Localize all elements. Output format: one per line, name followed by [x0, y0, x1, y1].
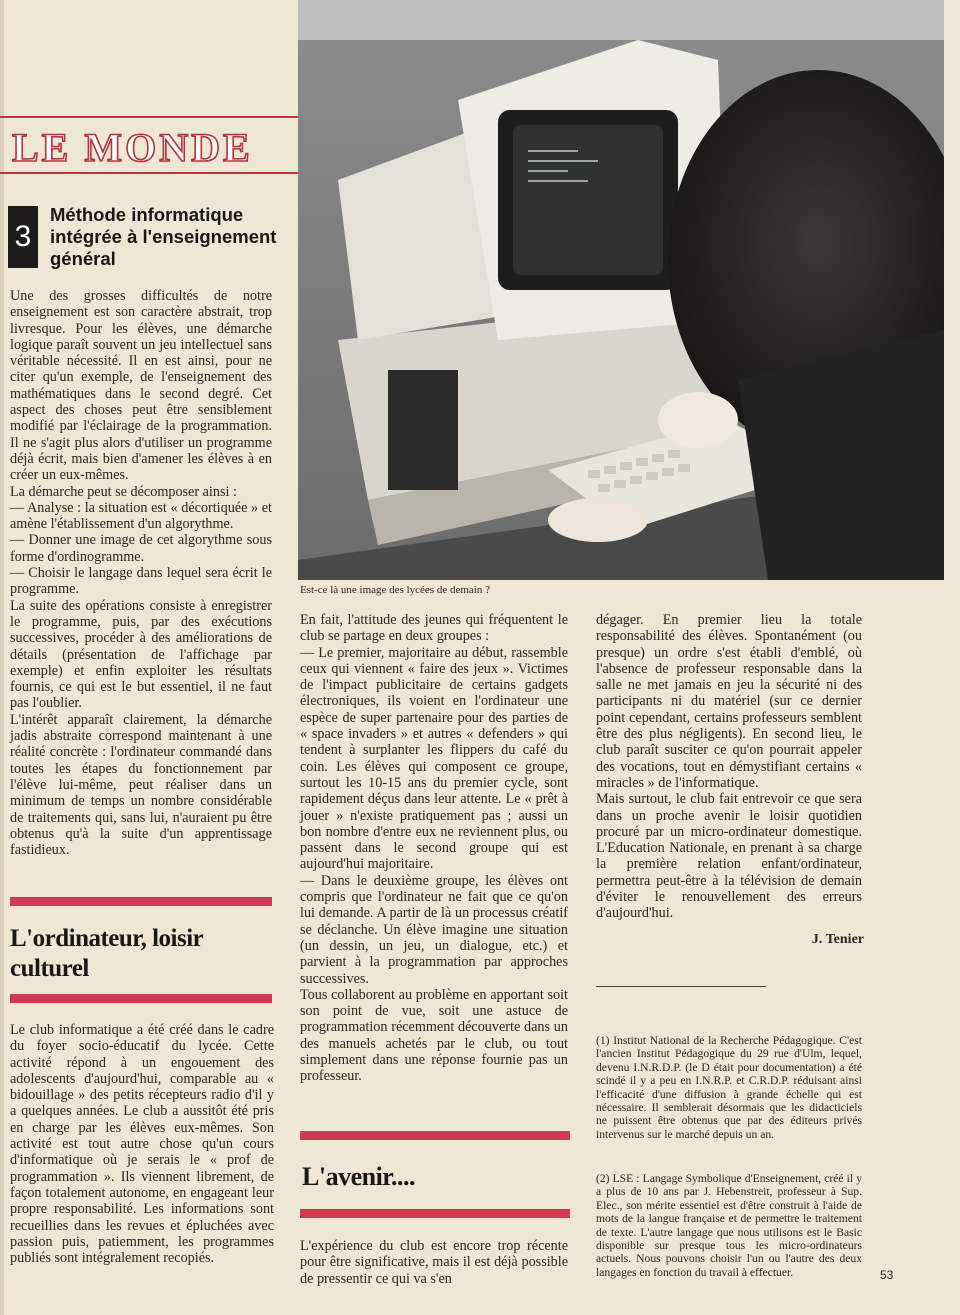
- photo-illustration: [298, 0, 944, 580]
- subheading-ordinateur: L'ordinateur, loisir culturel: [10, 925, 203, 982]
- article-column-3: [596, 612, 862, 922]
- paragraph: Tous collaborent au problème en apportant soit son point de vue, soit une astuce de programmation récemment découverte dans un des manuels achetés par le club, ou tout simplement dans une réponse fournie pas un professeur.: [300, 986, 568, 1085]
- paragraph: — Donner une image de cet algorythme sous forme d'ordinogramme.: [10, 532, 272, 565]
- subheading-avenir: L'avenir....: [302, 1162, 415, 1191]
- footnote-1: [596, 1034, 862, 1141]
- page-binding-edge: [0, 0, 4, 1315]
- paragraph: dégager. En premier lieu la totale responsabilité des élèves. Spontanément (ou presque) un ordre s'est établi d'emblé, où l'absence de professeur responsable dans la salle ne met jamais en jeu la sécurité ni des participants ni du matériel (sur ce dernier point cependant, certains professeurs semblent être des plus négligents). En second lieu, le club paraît susciter ce qu'on pourrait appeler des vocations, tout en démystifiant certains « miracles » de l'informatique.: [596, 612, 862, 791]
- heading-rule-top: [10, 897, 272, 906]
- paragraph: Une des grosses difficultés de notre enseignement est son caractère abstrait, trop livresque. Pour les élèves, une démarche logique paraît souvent un jeu intellectuel sans véritable nécessité. Il en est ainsi, pour ne citer qu'un exemple, de l'enseignement des mathématiques dans le second degré. Cet aspect des choses peut être sensiblement modifié par l'éclairage de la programmation. Il ne s'agit plus alors d'utiliser un programme déjà écrit, mais bien d'amener les élèves à en créer un eux-mêmes.: [10, 288, 272, 484]
- heading-rule-top: [300, 1131, 570, 1140]
- heading-rule-bottom: [10, 994, 272, 1003]
- header-rule-bottom: [0, 172, 298, 174]
- footnote-divider: [596, 986, 766, 987]
- heading-rule-bottom: [300, 1209, 570, 1218]
- photo-student-at-computer: [298, 0, 944, 580]
- paragraph: La démarche peut se décomposer ainsi :: [10, 483, 237, 500]
- paragraph: En fait, l'attitude des jeunes qui fréquentent le club se partage en deux groupes :: [300, 612, 568, 645]
- paragraph: La suite des opérations consiste à enregistrer le programme, puis, par des exécutions successives, procéder à des améliorations de détails (présentation de l'affichage par exemple) et enfin exploiter les résultats fournis, ce qui est le but essentiel, il ne faut pas l'oublier.: [10, 597, 272, 712]
- paragraph: — Le premier, majoritaire au début, rassemble ceux qui viennent « faire des jeux ». Victimes de l'impact publicitaire de certains gadgets électroniques, ils voient en l'ordinateur une espèce de super partenaire pour des parties de « space invaders » et autres « defenders » qui tendent à surplanter les flippers du café du coin. Les élèves qui composent ce groupe, surtout les 10-15 ans du premier cycle, sont rapidement déçus dans leur attente. Le « prêt à jouer » n'existe pratiquement pas ; aussi un bon nombre d'entre eux ne reviennent plus, ou passent dans le second groupe qui est aujourd'hui majoritaire.: [300, 644, 568, 873]
- section-number-badge: 3: [8, 206, 38, 268]
- section-header-title: LE MONDE: [12, 125, 253, 170]
- footnote-text: (2) LSE : Langage Symbolique d'Enseignement, créé il y a plus de 10 ans par J. Hebenstreit, professeur à Sup. Elec., son mérite essentiel est d'être construit à l'aide de mots de la langue française et de permettre le traitement de texte. L'autre langage que nous utilisons est le Basic disponible sur presque tous les micro-ordinateurs actuels. Nous pouvons choisir l'un ou l'autre des deux langages en fonction du travail à effectuer.: [596, 1172, 862, 1279]
- paragraph: L'intérêt apparaît clairement, la démarche jadis abstraite correspond maintenant à une réalité concrète : l'ordinateur commandé dans toutes les étapes du fonctionnement par l'élève lui-même, peut réaliser dans un minimum de temps un nombre considérable de traitements qui, sans lui, n'auraient pu être obtenus qu'à la suite d'un apprentissage fastidieux.: [10, 711, 272, 859]
- footnote-2: [596, 1172, 862, 1279]
- author-signature: J. Tenier: [811, 932, 864, 947]
- paragraph: Mais surtout, le club fait entrevoir ce que sera dans un proche avenir le loisir quotidien procuré par un micro-ordinateur domestique. L'Education Nationale, en prenant à sa charge la première relation enfant/ordinateur, permettra peut-être à la télévision de demain d'éviter le renouvellement des erreurs d'aujourd'hui.: [596, 791, 862, 922]
- article-column-2-top: [300, 612, 568, 1085]
- paragraph: — Dans le deuxième groupe, les élèves ont compris que l'ordinateur ne fait que ce qu'on lui demande. A partir de là un processus créatif se déclanche. Un élève imagine une situation (un dessin, un jeu, un dialogue, etc.) et parvient à la programmation par approches successives.: [300, 872, 568, 987]
- photo-caption: Est-ce là une image des lycées de demain ?: [300, 584, 490, 596]
- paragraph: — Analyse : la situation est « décortiquée » et amène l'établissement d'un algorythme.: [10, 499, 272, 533]
- section-title: Méthode informatique intégrée à l'enseignement général: [50, 204, 277, 269]
- article-column-1-bottom: [10, 1022, 274, 1266]
- footnote-text: (1) Institut National de la Recherche Pédagogique. C'est l'ancien Institut Pédagogique du 29 rue d'Ulm, lequel, devenu I.N.R.D.P. (le D était pour documentation) a été scindé il y a peu en I.N.R.P. et C.R.D.P. réduisant ainsi l'efficacité d'une diffusion à grande échelle qui est nécessaire. Il semblerait désormais que les didacticiels ne puissent être obtenus que par des éditeurs privés intervenus sur le marché depuis un an.: [596, 1034, 862, 1141]
- paragraph: — Choisir le langage dans lequel sera écrit le programme.: [10, 565, 272, 598]
- article-column-2-bottom: [300, 1238, 568, 1287]
- paragraph: L'expérience du club est encore trop récente pour être significative, mais il est déjà possible de pressentir ce qui va s'en: [300, 1238, 568, 1287]
- page-number: 53: [880, 1268, 894, 1282]
- paragraph: Le club informatique a été créé dans le cadre du foyer socio-éducatif du lycée. Cette activité répond à un engouement des adolescents d'aujourd'hui, comparable au « bidouillage » des petits récepteurs radio d'il y a quelques années. Le club a aussitôt été pris en charge par les élèves eux-mêmes. Son activité est tout autre chose qu'un cours d'informatique où je serais le « prof de programmation ». Ils viennent librement, de façon totalement autonome, en engageant leur propre responsabilité. Les informations sont recueillies dans les revues et épluchées avec passion puis, patiemment, les programmes publiés sont intégralement recopiés.: [10, 1022, 274, 1267]
- article-column-1-top: [10, 288, 272, 858]
- header-rule-top: [0, 116, 298, 118]
